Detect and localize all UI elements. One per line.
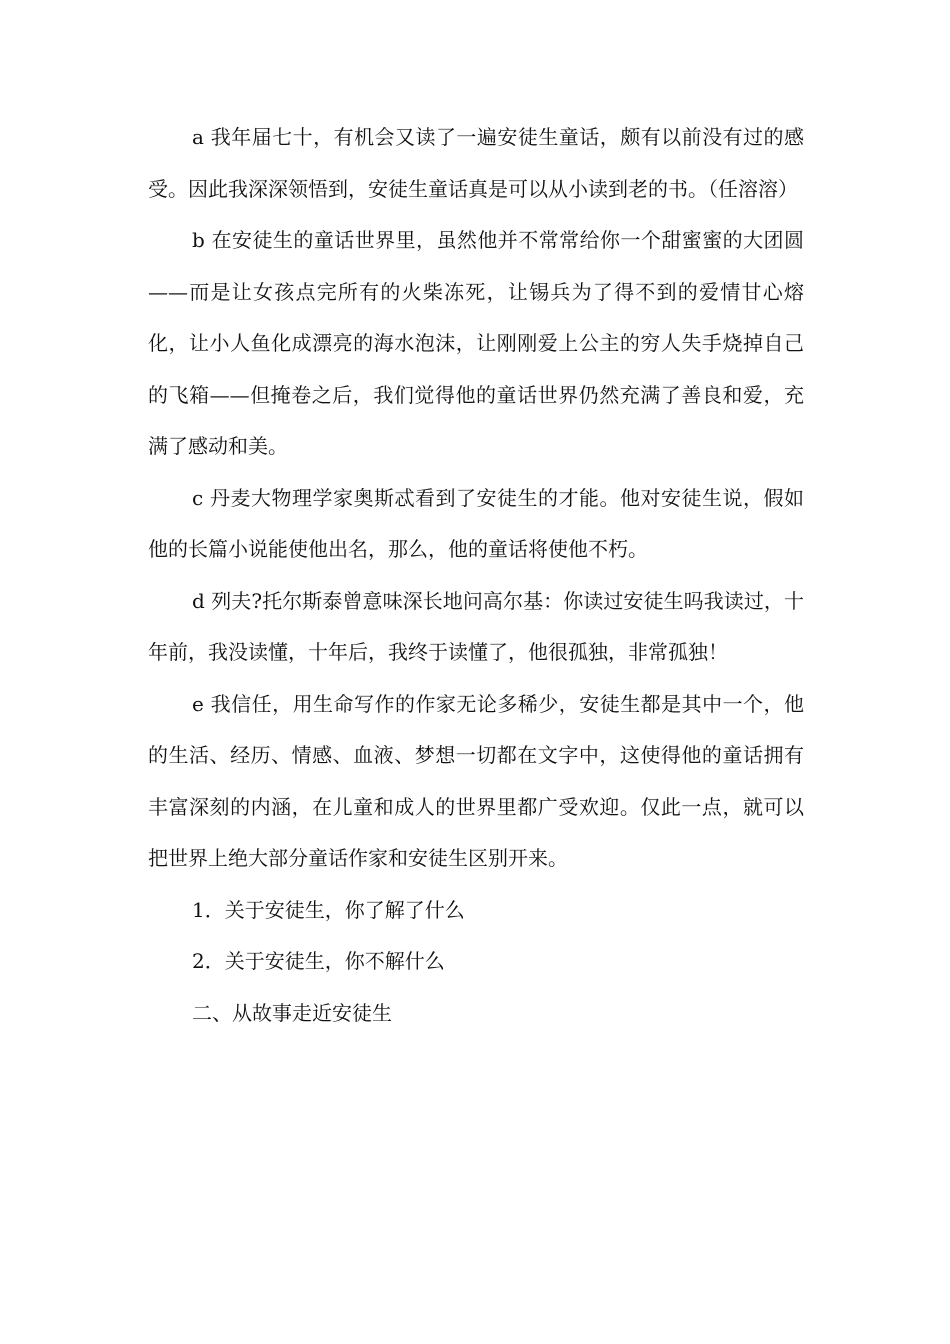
paragraph-b: b 在安徒生的童话世界里，虽然他并不常常给你一个甜蜜蜜的大团圆——而是让女孩点完所有的火柴冻死，让锡兵为了得不到的爱情甘心熔化，让小人鱼化成漂亮的海水泡沫，让刚刚爱上公主的穷人失手烧掉自己的飞箱——但掩卷之后，我们觉得他的童话世界仍然充满了善良和爱，充满了感动和美。 [148,228,804,458]
paragraph-c: c 丹麦大物理学家奥斯忒看到了安徒生的才能。他对安徒生说，假如他的长篇小说能使他出名，那么，他的童话将使他不朽。 [148,485,804,561]
paragraph-a: a 我年届七十，有机会又读了一遍安徒生童话，颇有以前没有过的感受。因此我深深领悟到，安徒生童话真是可以从小读到老的书。（任溶溶） [148,125,804,201]
section-heading-2: 二、从故事走近安徒生 [192,1000,392,1025]
question-1: 1．关于安徒生，你了解了什么 [192,897,465,922]
paragraph-d: d 列夫?托尔斯泰曾意味深长地问高尔基：你读过安徒生吗我读过，十年前，我没读懂，十年后，我终于读懂了，他很孤独，非常孤独！ [148,588,804,664]
document-body [148,112,804,1039]
paragraph-e: e 我信任，用生命写作的作家无论多稀少，安徒生都是其中一个，他的生活、经历、情感、血液、梦想一切都在文字中，这使得他的童话拥有丰富深刻的内涵，在儿童和成人的世界里都广受欢迎。仅此一点，就可以把世界上绝大部分童话作家和安徒生区别开来。 [148,691,804,870]
question-2: 2．关于安徒生，你不解什么 [192,949,445,973]
